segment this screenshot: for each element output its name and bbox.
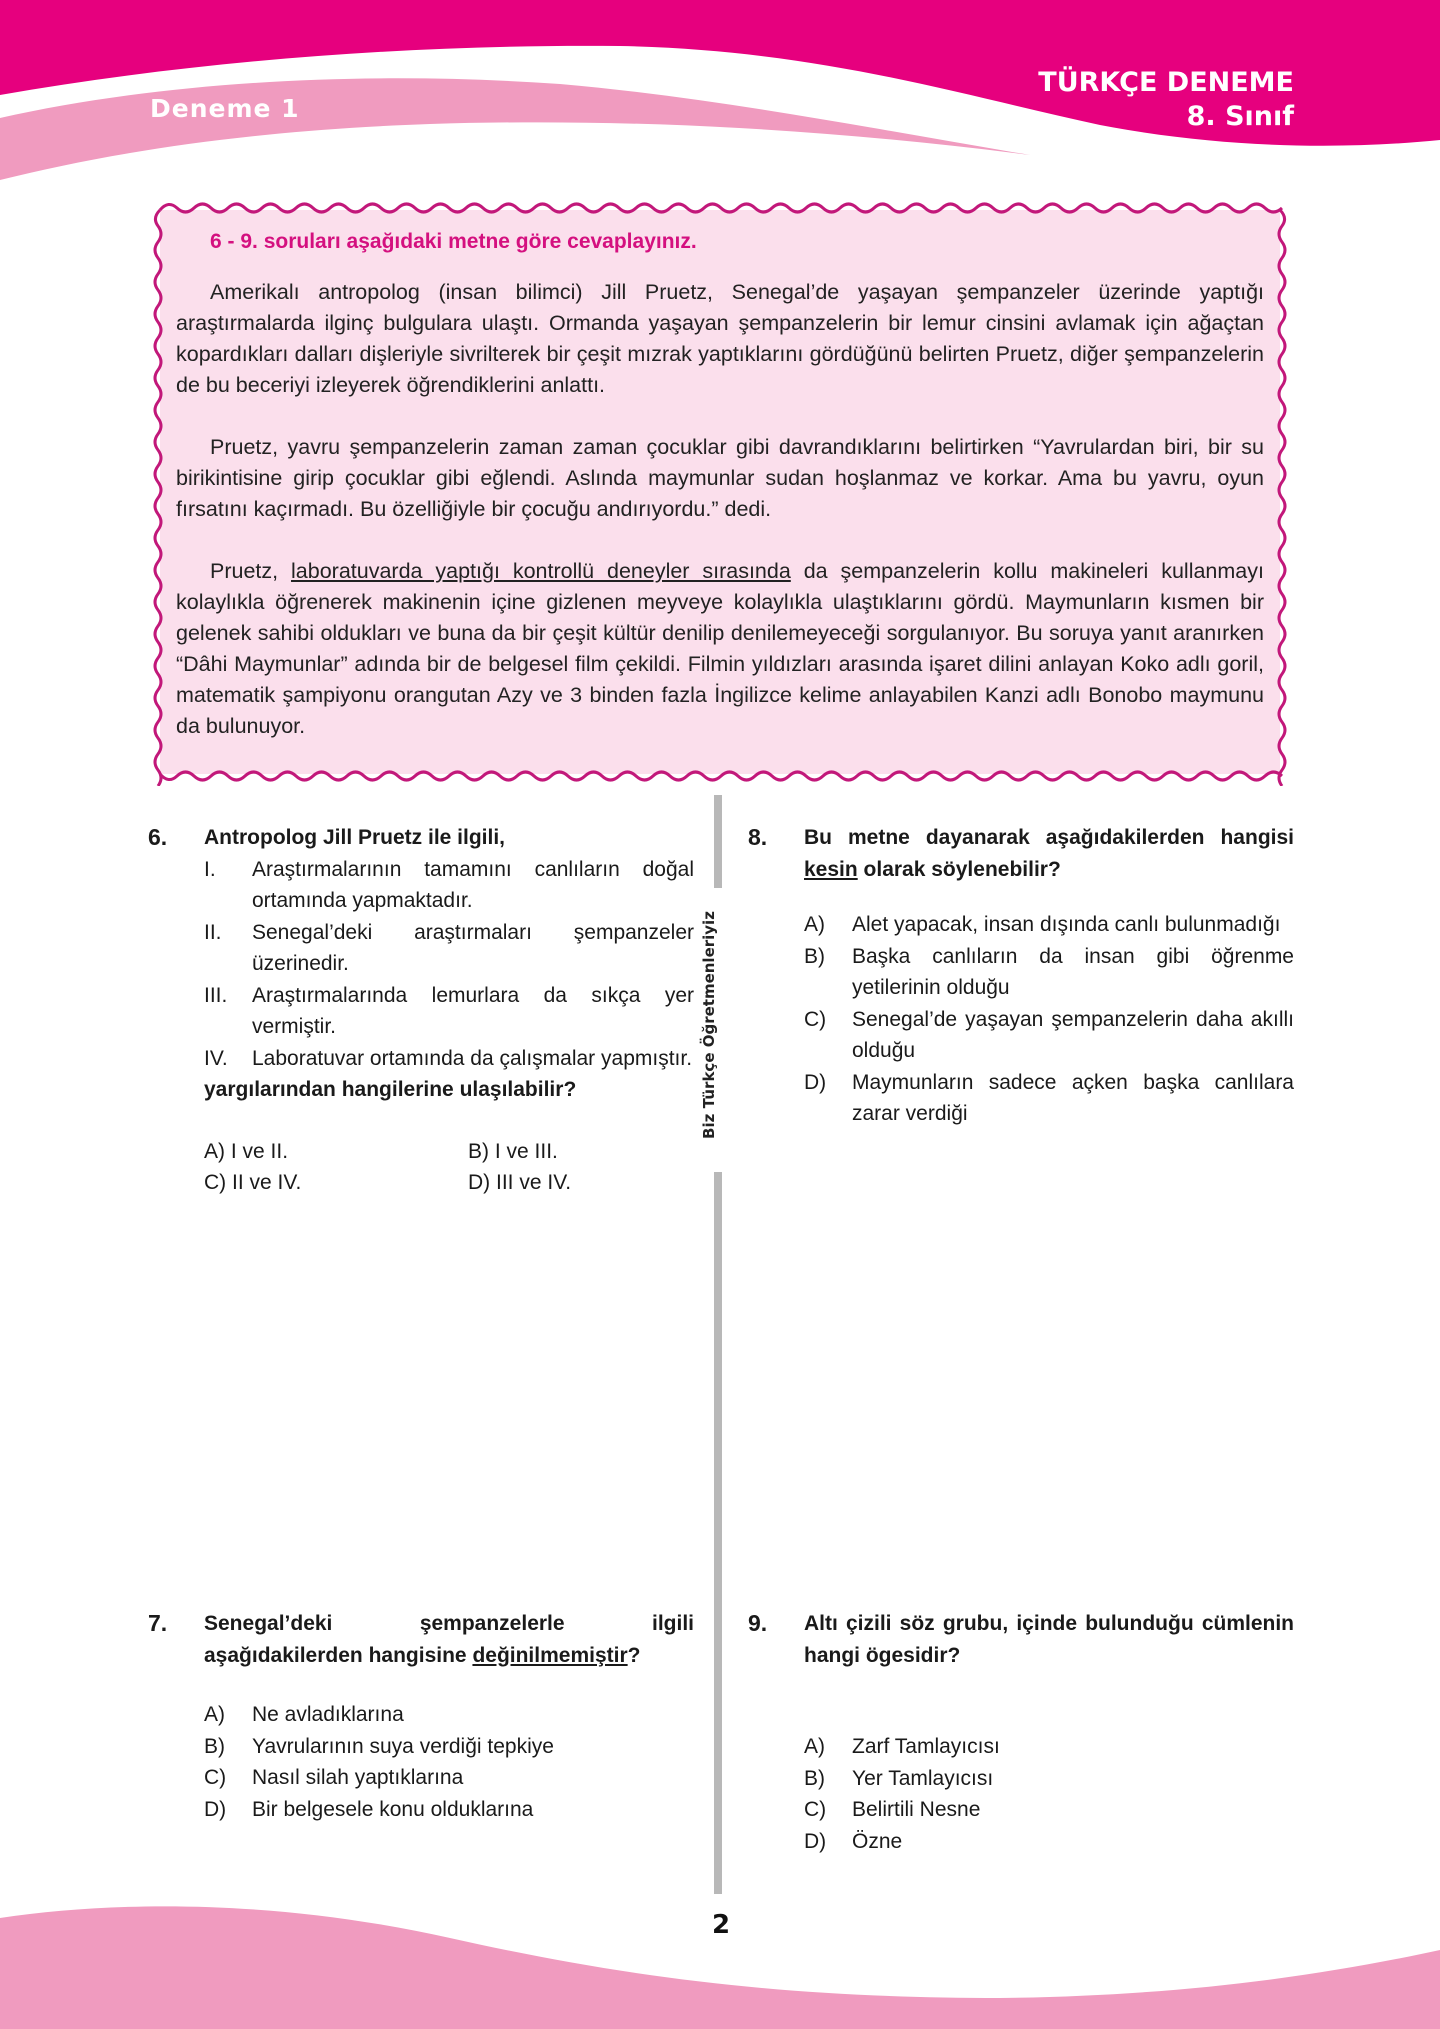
side-brand-text: Biz Türkçe Öğretmenleriyiz	[700, 911, 718, 1139]
paragraph-3-rest: da şempanzelerin kollu makineleri kullanmayı kolaylıkla öğrenerek makinenin içine gizlenen meyveye kolaylıkla ulaştıklarını gördü. Maymunların kısmen bir gelenek sahibi oldukları ve buna da bir çeşit kültür denilip denilemeyeceği sorgulanıyor. Bu soruya yanıt aranırken “Dâhi Maymunlar” adında bir de belgesel film çekildi. Filmin yıldızları arasında işaret dilini anlayan Koko adlı goril, matematik şampiyonu orangutan Azy ve 3 binden fazla İngilizce kelime anlayabilen Kanzi adlı Bonobo maymunu da bulunuyor.	[176, 559, 1264, 738]
option-text: Senegal’de yaşayan şempanzelerin daha akıllı olduğu	[852, 1007, 1294, 1062]
option-c[interactable]	[204, 1167, 468, 1199]
option-label: C)	[804, 1798, 827, 1821]
statement-2	[204, 917, 694, 980]
question-number: 8.	[748, 824, 768, 850]
option-label: B)	[468, 1139, 489, 1163]
option-a[interactable]	[204, 1136, 468, 1168]
option-label: B)	[804, 944, 825, 968]
passage-content	[176, 226, 1264, 742]
stem-emphasis: değinilmemiştir	[472, 1643, 628, 1667]
option-c[interactable]	[804, 1794, 1294, 1826]
option-d[interactable]	[204, 1794, 694, 1826]
option-a[interactable]	[804, 909, 1294, 941]
statement-numeral: I.	[204, 857, 216, 881]
option-text: Başka canlıların da insan gibi öğrenme yetilerinin olduğu	[852, 944, 1294, 999]
paragraph-3-start: Pruetz,	[210, 559, 292, 583]
option-label: D)	[204, 1797, 227, 1821]
option-c[interactable]	[204, 1762, 694, 1794]
option-text: I ve III.	[494, 1139, 558, 1163]
reading-passage-box	[150, 196, 1290, 786]
question-8	[748, 822, 1294, 1130]
stem-text: Senegal’deki şempanzelerle ilgili aşağıdakilerden hangisine	[204, 1612, 694, 1667]
statement-numeral: II.	[204, 920, 222, 944]
option-d[interactable]	[468, 1167, 732, 1199]
question-body	[204, 822, 694, 1199]
option-d[interactable]	[804, 1826, 1294, 1858]
option-label: D)	[804, 1829, 827, 1853]
option-d[interactable]	[804, 1067, 1294, 1130]
option-label: C)	[804, 1007, 827, 1031]
option-text: Bir belgesele konu olduklarına	[252, 1797, 534, 1821]
question-closing: yargılarından hangilerine ulaşılabilir?	[204, 1078, 577, 1101]
option-c[interactable]	[804, 1004, 1294, 1067]
question-stem: Antropolog Jill Pruetz ile ilgili,	[204, 826, 506, 849]
question-body	[804, 822, 1294, 1130]
question-7	[148, 1608, 694, 1825]
question-body	[804, 1608, 1294, 1857]
question-number: 6.	[148, 824, 168, 850]
option-label: C)	[204, 1766, 227, 1789]
option-b[interactable]	[204, 1731, 694, 1763]
statement-numeral: IV.	[204, 1046, 228, 1070]
option-text: Alet yapacak, insan dışında canlı bulunmadığı	[852, 913, 1281, 936]
statement-text: Senegal’deki araştırmaları şempanzeler üzerinedir.	[252, 920, 694, 975]
option-text: Nasıl silah yaptıklarına	[252, 1766, 464, 1789]
passage-paragraph-3	[176, 556, 1264, 742]
underlined-phrase: laboratuvarda yaptığı kontrollü deneyler sırasında	[291, 559, 791, 583]
option-text: Zarf Tamlayıcısı	[852, 1735, 1000, 1758]
statement-text: Laboratuvar ortamında da çalışmalar yapmıştır.	[252, 1046, 693, 1070]
option-text: Yer Tamlayıcısı	[852, 1766, 994, 1790]
question-stem: Altı çizili söz grubu, içinde bulunduğu cümlenin hangi ögesidir?	[804, 1612, 1294, 1667]
exam-number-label: Deneme 1	[150, 94, 300, 123]
answer-options	[804, 1731, 1294, 1857]
statement-1	[204, 854, 694, 917]
option-label: B)	[804, 1766, 825, 1790]
option-text: Özne	[852, 1829, 903, 1853]
statement-4	[204, 1043, 694, 1075]
option-label: D)	[804, 1070, 827, 1094]
answer-options	[804, 909, 1294, 1130]
footer-wave-decoration	[0, 1880, 1440, 2029]
header-title-block	[1038, 66, 1294, 134]
statement-3	[204, 980, 694, 1043]
question-stem	[204, 1608, 694, 1671]
question-body	[204, 1608, 694, 1825]
grade-label: 8. Sınıf	[1186, 101, 1294, 132]
option-text: Yavrularının suya verdiği tepkiye	[252, 1734, 554, 1758]
stem-text-end: olarak söylenebilir?	[857, 857, 1061, 881]
question-number: 9.	[748, 1610, 768, 1636]
answer-options	[204, 1136, 694, 1199]
option-text: II ve IV.	[232, 1171, 302, 1194]
stem-text: Bu metne dayanarak aşağıdakilerden hangisi	[804, 826, 1294, 849]
question-number: 7.	[148, 1610, 168, 1636]
column-divider-bottom	[714, 1172, 722, 1894]
option-a[interactable]	[204, 1699, 694, 1731]
exam-title: TÜRKÇE DENEME	[1038, 67, 1294, 98]
option-a[interactable]	[804, 1731, 1294, 1763]
passage-instruction: 6 - 9. soruları aşağıdaki metne göre cevaplayınız.	[210, 230, 697, 253]
option-label: A)	[204, 1703, 225, 1726]
option-label: A)	[804, 1735, 825, 1758]
option-label: A)	[804, 913, 825, 936]
stem-text-end: ?	[627, 1643, 641, 1667]
page-number: 2	[712, 1910, 731, 1940]
question-6	[148, 822, 694, 1199]
option-label: D)	[468, 1171, 491, 1194]
question-stem	[804, 822, 1294, 885]
option-b[interactable]	[804, 1763, 1294, 1795]
statement-text: Araştırmalarının tamamını canlıların doğal ortamında yapmaktadır.	[252, 857, 694, 912]
passage-paragraph-1: Amerikalı antropolog (insan bilimci) Jill Pruetz, Senegal’de yaşayan şempanzeler üzerinde yaptığı araştırmalarda ilginç bulgulara ulaştı. Ormanda yaşayan şempanzelerin bir lemur cinsini avlamak için ağaçtan kopardıkları dalları dişleriyle sivrilterek bir çeşit mızrak yaptıklarını gördüğünü belirten Pruetz, diğer şempanzelerin de bu beceriyi izleyerek öğrendiklerini anlattı.	[176, 280, 1264, 397]
statement-numeral: III.	[204, 983, 228, 1007]
option-b[interactable]	[804, 941, 1294, 1004]
column-divider-top	[714, 795, 722, 888]
option-label: B)	[204, 1734, 225, 1758]
question-9	[748, 1608, 1294, 1857]
option-text: Ne avladıklarına	[252, 1703, 404, 1726]
passage-paragraph-2: Pruetz, yavru şempanzelerin zaman zaman çocuklar gibi davrandıklarını belirtirken “Yavrulardan biri, bir su birikintisine girip çocuklar gibi eğlendi. Aslında maymunlar sudan hoşlanmaz ve korkar. Ama bu yavru, oyun fırsatını kaçırmadı. Bu özelliğiyle bir çocuğu andırıyordu.” dedi.	[176, 435, 1264, 521]
option-b[interactable]	[468, 1136, 732, 1168]
option-label: A)	[204, 1139, 225, 1163]
statement-text: Araştırmalarında lemurlara da sıkça yer vermiştir.	[252, 983, 694, 1038]
option-text: I ve II.	[230, 1139, 289, 1163]
stem-emphasis: kesin	[804, 857, 858, 881]
option-text: III ve IV.	[496, 1171, 572, 1194]
option-text: Maymunların sadece açken başka canlılara zarar verdiği	[852, 1070, 1294, 1125]
option-label: C)	[204, 1171, 227, 1194]
option-text: Belirtili Nesne	[852, 1798, 981, 1821]
answer-options	[204, 1699, 694, 1825]
